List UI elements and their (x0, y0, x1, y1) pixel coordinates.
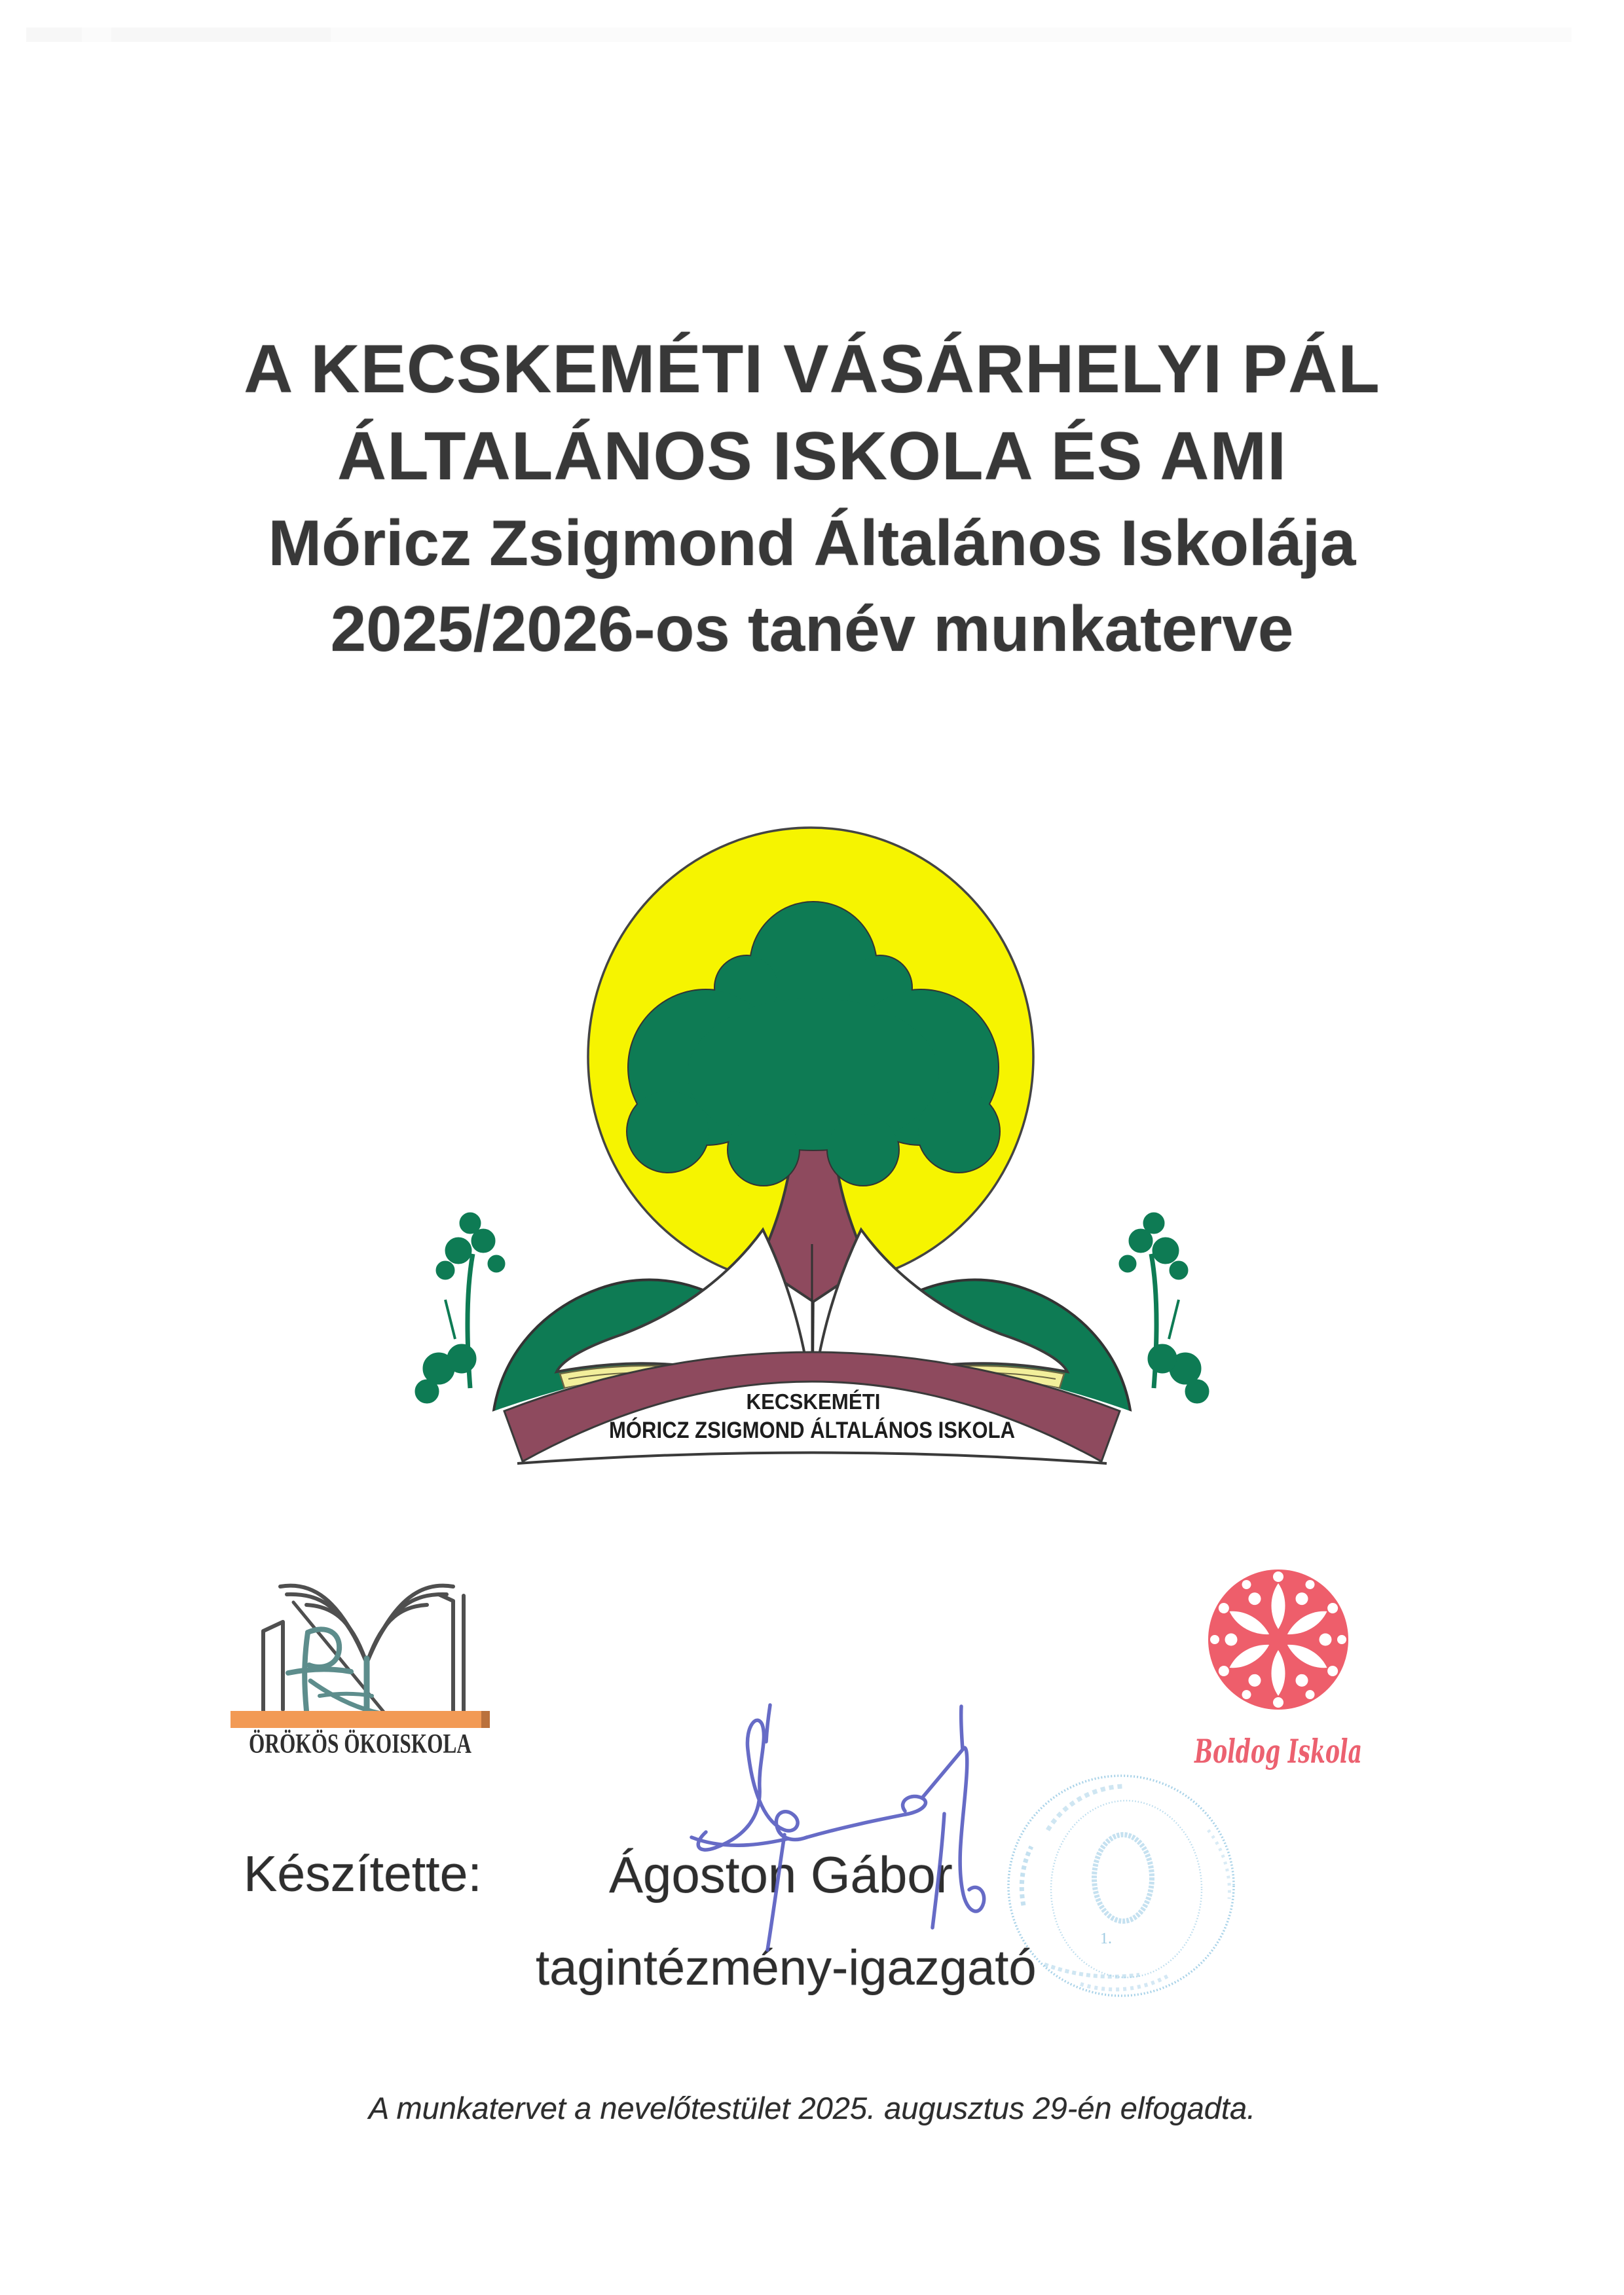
eco-school-logo (223, 1562, 504, 1771)
eco-plant-icon (288, 1629, 398, 1716)
title-line-2: ÁLTALÁNOS ISKOLA ÉS AMI (337, 418, 1287, 494)
scan-artifact-block (111, 28, 331, 42)
stamp-mark: 1. (1100, 1930, 1112, 1947)
prepared-by-name: Ágoston Gábor (609, 1846, 953, 1903)
banner-line-1: KECSKEMÉTI (746, 1389, 881, 1414)
eco-logo-label: ÖRÖKÖS ÖKOISKOLA (249, 1729, 472, 1759)
stamp-center-ring (1094, 1835, 1152, 1921)
handwritten-signature (681, 1689, 995, 1971)
banner-line-2: MÓRICZ ZSIGMOND ÁLTALÁNOS ISKOLA (609, 1418, 1067, 1443)
eco-orange-bar-cap (481, 1711, 490, 1728)
prepared-by-label: Készítette: (244, 1846, 482, 1902)
school-crest-logo (393, 746, 1231, 1506)
eco-orange-bar (231, 1711, 490, 1728)
boldog-iskola-logo (1190, 1560, 1374, 1782)
title-line-1: A KECSKEMÉTI VÁSÁRHELYI PÁL (244, 331, 1380, 407)
document-title (0, 326, 1624, 672)
scan-artifact-block (26, 28, 82, 42)
boldog-logo-label: Boldog Iskola (1193, 1732, 1362, 1771)
title-line-4: 2025/2026-os tanév munkaterve (330, 593, 1294, 665)
title-line-3: Móricz Zsigmond Általános Iskolája (268, 507, 1356, 579)
approval-note: A munkatervet a nevelőtestület 2025. augusztus 29-én elfogadta. (368, 2091, 1256, 2125)
prepared-by-role: tagintézmény-igazgató (536, 1940, 1037, 1996)
